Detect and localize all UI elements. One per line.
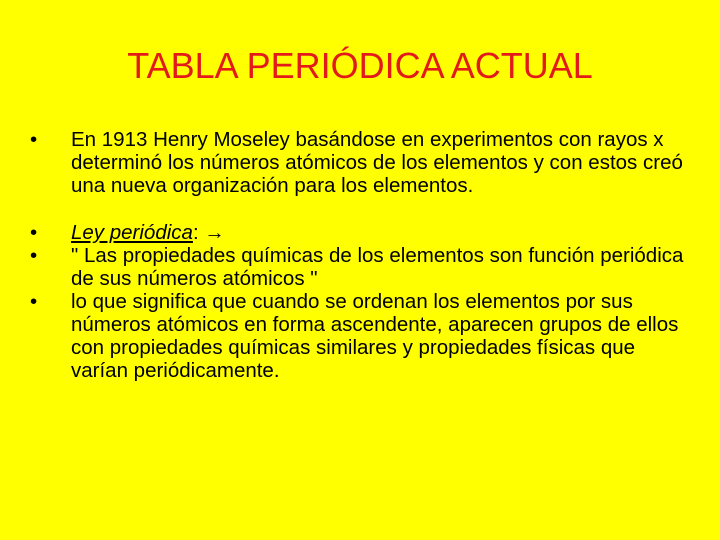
bullet-text: " Las propiedades químicas de los elementos son función periódica de sus números atómicos " bbox=[71, 244, 684, 290]
bullet-dot-icon: • bbox=[30, 244, 38, 267]
law-term: Ley periódica bbox=[71, 221, 193, 244]
bullet-dot-icon: • bbox=[30, 128, 38, 151]
slide-title: TABLA PERIÓDICA ACTUAL bbox=[127, 45, 593, 86]
bullet-item-meaning bbox=[30, 290, 690, 382]
bullet-text: En 1913 Henry Moseley basándose en experimentos con rayos x determinó los números atómicos de los elementos y con estos creó una nueva organización para los elementos. bbox=[71, 128, 683, 197]
law-term-suffix: : → bbox=[192, 221, 225, 244]
bullet-dot-icon: • bbox=[30, 221, 38, 244]
bullet-text: lo que significa que cuando se ordenan los elementos por sus números atómicos en forma ascendente, aparecen grupos de ellos con propiedades químicas similares y propiedades físicas que varían periódicamente. bbox=[71, 290, 679, 382]
bullet-item-moseley bbox=[30, 128, 690, 197]
bullet-item-ley-periodica bbox=[30, 221, 690, 244]
bullet-dot-icon: • bbox=[30, 290, 38, 313]
bullet-item-definition bbox=[30, 244, 690, 290]
bullet-list bbox=[30, 128, 690, 382]
